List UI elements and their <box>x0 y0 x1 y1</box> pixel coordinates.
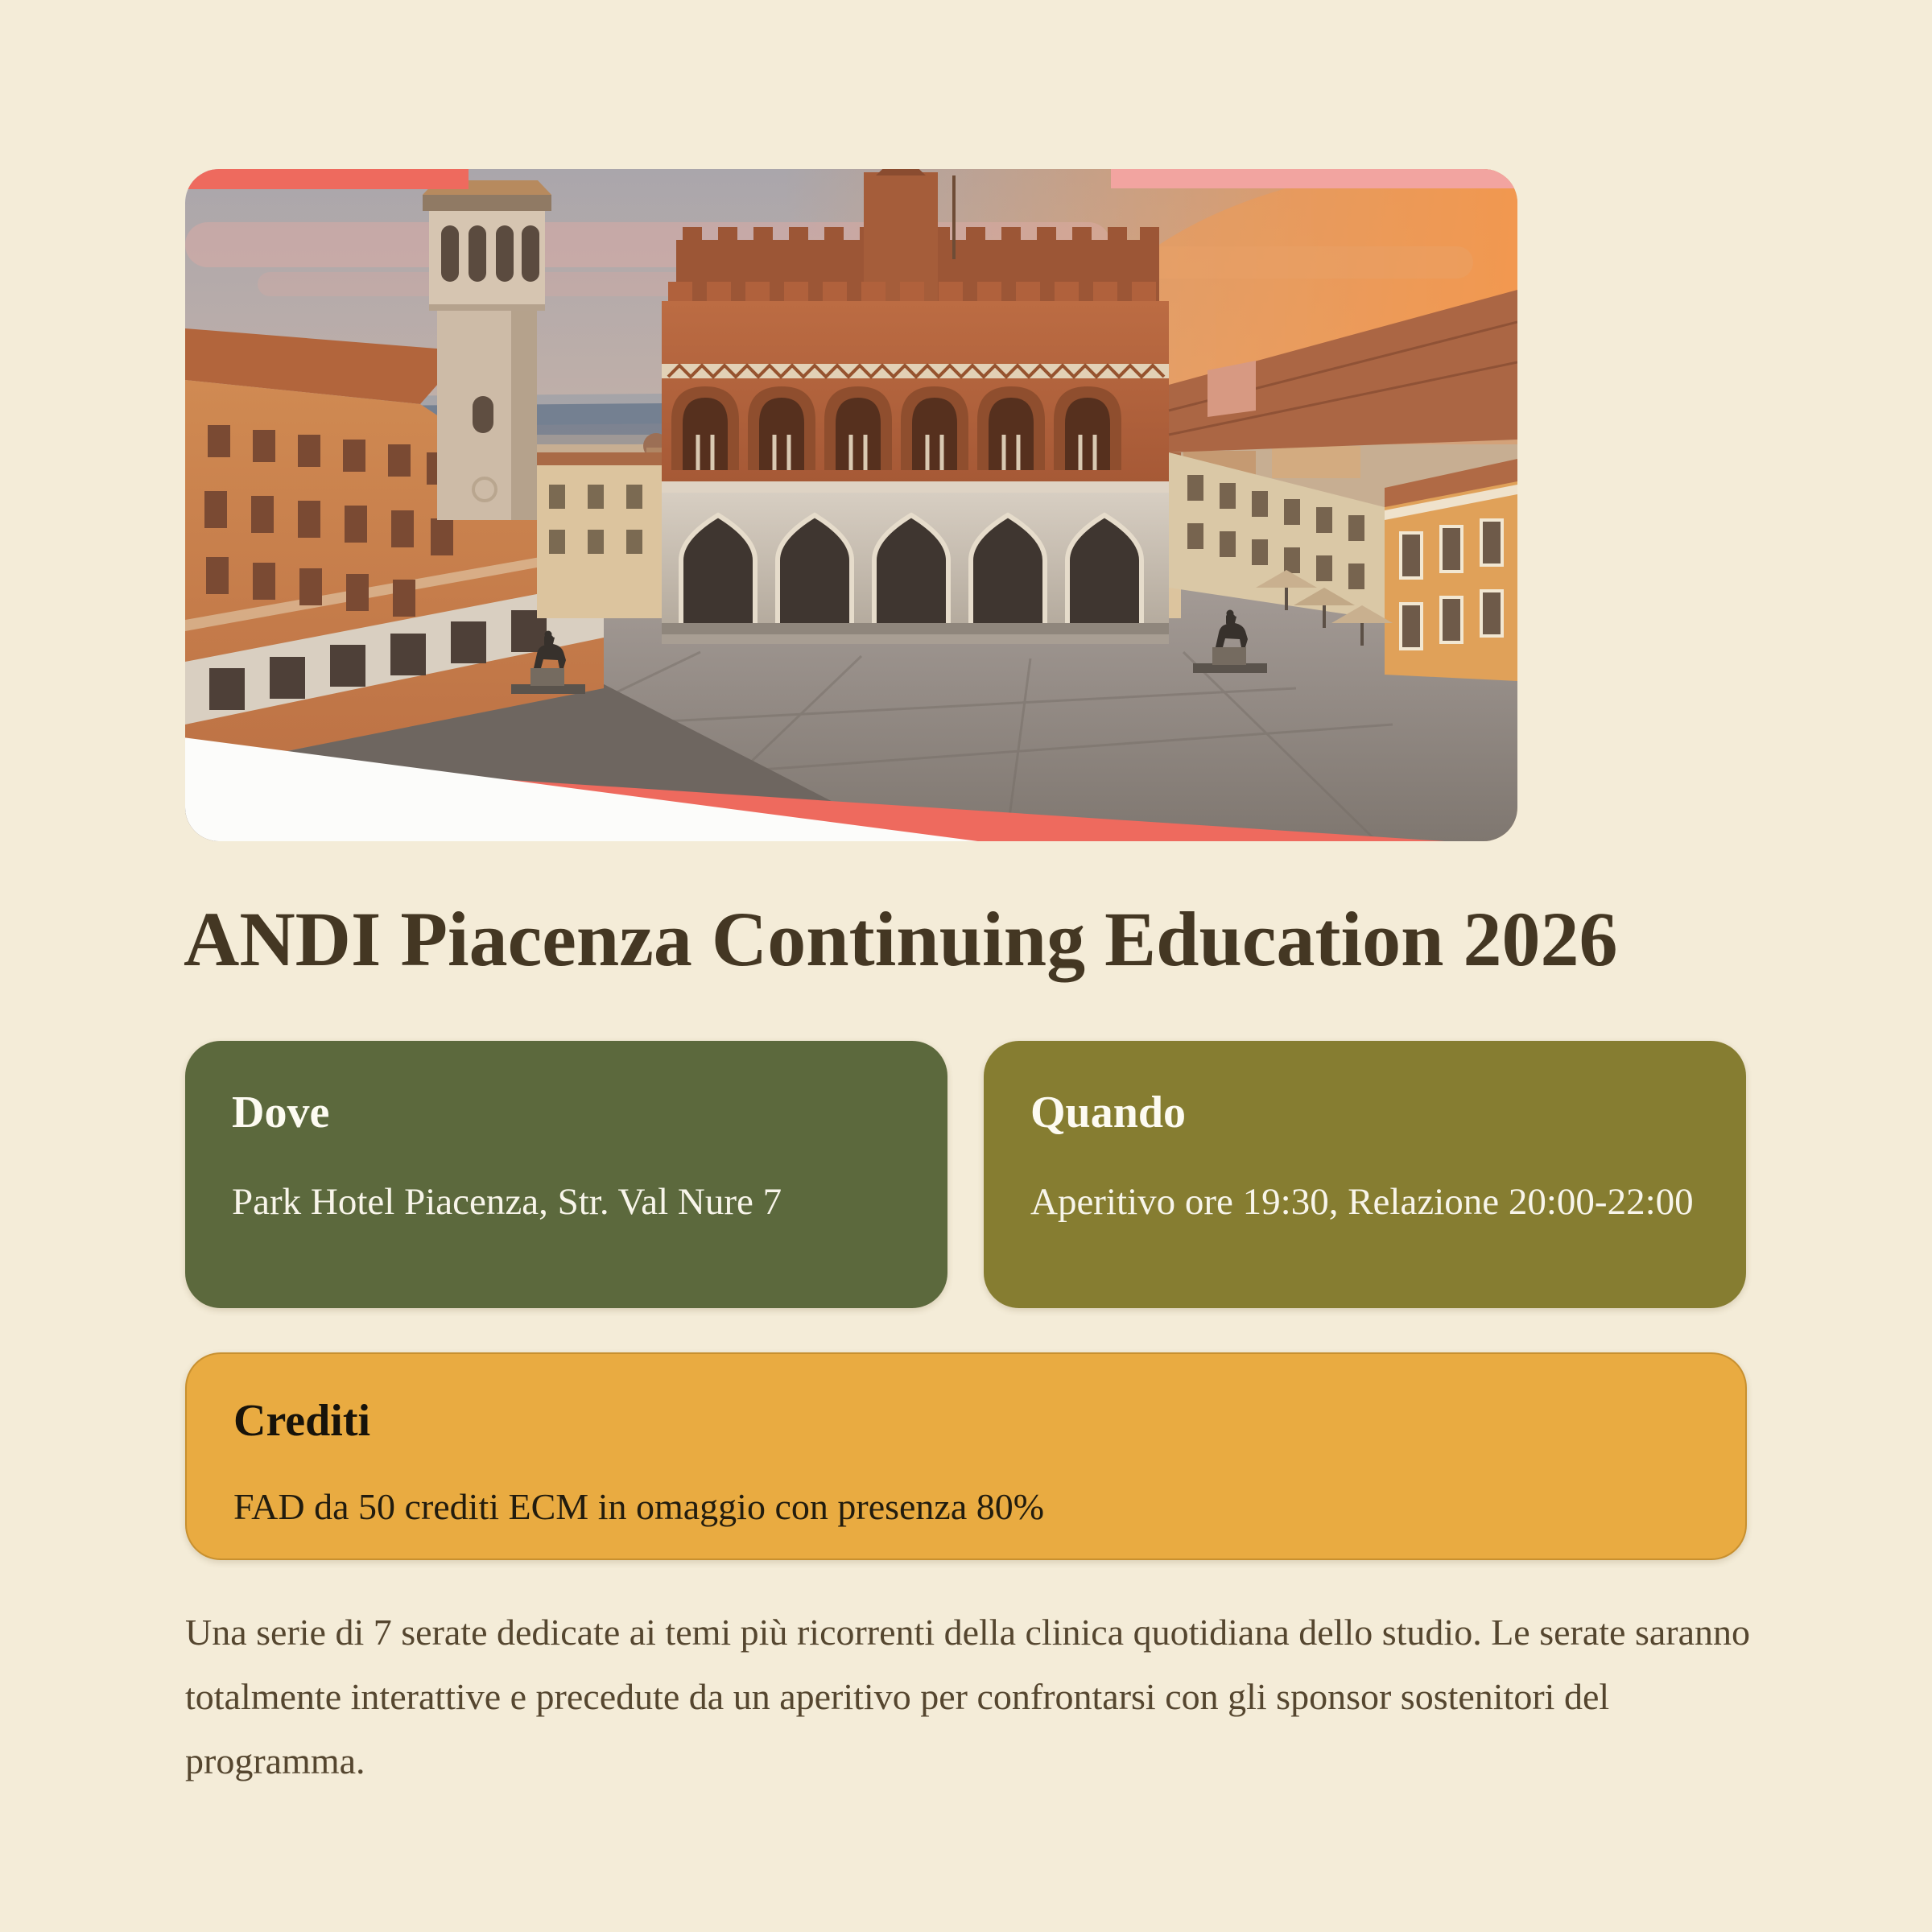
card-crediti <box>185 1352 1747 1560</box>
hero-photo-illustration <box>185 169 1517 841</box>
card-crediti-body: FAD da 50 crediti ECM in omaggio con presenza 80% <box>233 1486 1045 1528</box>
pink-accent-top-right <box>1111 169 1517 188</box>
coral-accent-top-left <box>185 169 469 189</box>
event-description: Una serie di 7 serate dedicate ai temi più ricorrenti della clinica quotidiana dello studio. Le serate saranno totalmente interattive e precedute da un aperitivo per confrontarsi con gli sponsor sostenitori del programma. <box>185 1612 1751 1782</box>
hero-collage <box>185 169 1517 841</box>
card-dove-body: Park Hotel Piacenza, Str. Val Nure 7 <box>232 1181 782 1224</box>
info-cards-row <box>185 1041 1746 1308</box>
card-dove <box>185 1041 947 1308</box>
card-quando <box>984 1041 1746 1308</box>
page-title: ANDI Piacenza Continuing Education 2026 <box>184 896 1618 982</box>
card-quando-heading: Quando <box>1030 1088 1186 1137</box>
card-crediti-heading: Crediti <box>233 1396 371 1446</box>
card-quando-body: Aperitivo ore 19:30, Relazione 20:00-22:00 <box>1030 1181 1694 1224</box>
card-dove-heading: Dove <box>232 1088 330 1137</box>
